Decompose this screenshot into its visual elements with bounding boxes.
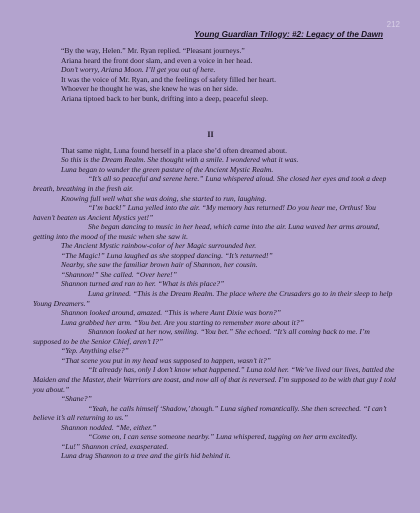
paragraph: Ariana tiptoed back to her bunk, drifting into a deep, peaceful sleep. [61, 93, 269, 103]
paragraph: Shannon nodded. “Me, either.” [61, 422, 157, 432]
paragraph: “By the way, Helen.” Mr. Ryan replied. “Pleasant journeys.” [61, 46, 245, 55]
paragraph: Knowing full well what she was doing, she started to run, laughing. [61, 193, 267, 203]
paragraph: “Yeah, he calls himself ‘Shadow,’ though.” Luna sighed romantically. She then screeched. “I can’t believe it’s all returning to us.” [33, 403, 387, 423]
paragraph: Whoever he thought he was, she knew he was on her side. [61, 84, 238, 94]
section-two [33, 146, 398, 461]
paragraph: “Lu!” Shannon cried, exasperated. [61, 441, 169, 451]
paragraph: She began dancing to music in her head, which came into the air. Luna waved her arms around, getting into the mood of the music when she saw it. [33, 222, 380, 241]
paragraph: It was the voice of Mr. Ryan, and the feelings of safety filled her heart. [61, 74, 276, 84]
paragraph: “Come on, I can sense someone nearby.” Luna whispered, tugging on her arm excitedly. [88, 432, 358, 442]
paragraph: “I’m back!” Luna yelled into the air. “My memory has returned! Do you hear me, Orthus! You haven’t beaten us Ancient Mystics yet!” [33, 203, 376, 222]
paragraph: “Shannon!” She called. “Over here!” [61, 269, 177, 279]
paragraph: Luna grabbed her arm. “You bet. Are you starting to remember more about it?” [61, 317, 304, 327]
page-number: 212 [386, 20, 400, 29]
paragraph: So this is the Dream Realm. She thought with a smile. I wondered what it was. [61, 155, 299, 165]
paragraph: Luna grinned. “This is the Dream Realm. The place where the Crusaders go to in their sleep to help Young Dreamers.” [33, 289, 393, 308]
paragraph: Ariana heard the front door slam, and even a voice in her head. [61, 55, 253, 65]
section-gap [33, 103, 398, 122]
paragraph: “Yep. Anything else?” [61, 346, 129, 356]
paragraph: The Ancient Mystic rainbow-color of her Magic surrounded her. [61, 241, 257, 251]
paragraph: Shannon looked around, amazed. “This is where Aunt Dixie was born?” [61, 308, 281, 318]
paragraph: Shannon turned and ran to her. “What is this place?” [61, 279, 225, 289]
paragraph: Luna began to wander the green pasture of the Ancient Mystic Realm. [61, 164, 274, 174]
paragraph: “It’s all so peaceful and serene here.” Luna whispered aloud. She closed her eyes and took a deep breath, breathing in the fresh air. [33, 174, 387, 194]
section-one [33, 46, 398, 103]
paragraph: Shannon looked at her now, smiling. “You bet.” She echoed. “It’s all coming back to me. I’m supposed to be the Senior Chief, aren’t I?” [33, 327, 370, 346]
paragraph: “That scene you put in my head was supposed to happen, wasn’t it?” [61, 355, 271, 365]
running-header: Young Guardian Trilogy: #2: Legacy of the Dawn [194, 30, 383, 39]
paragraph: “The Magic!” Luna laughed as she stopped dancing. “It’s returned!” [61, 250, 273, 260]
paragraph: Don’t worry, Ariana Moon. I’ll get you out of here. [61, 65, 216, 75]
paragraph: “It already has, only I don’t know what happened.” Luna told her. “We’ve lived our lives, battled the Maiden and the Master, their Warriors are toast, and now all of that is reversed. I’m supposed to be with that guy I told you about.” [33, 365, 396, 394]
paragraph: That same night, Luna found herself in a place she’d often dreamed about. [61, 145, 288, 155]
paragraph: “Shane?” [61, 394, 92, 404]
section-mark: II [207, 130, 214, 140]
paragraph: Nearby, she saw the familiar brown hair of Shannon, her cousin. [61, 260, 258, 270]
body-text [33, 46, 398, 461]
paragraph: Luna drug Shannon to a tree and the girls hid behind it. [61, 451, 231, 461]
